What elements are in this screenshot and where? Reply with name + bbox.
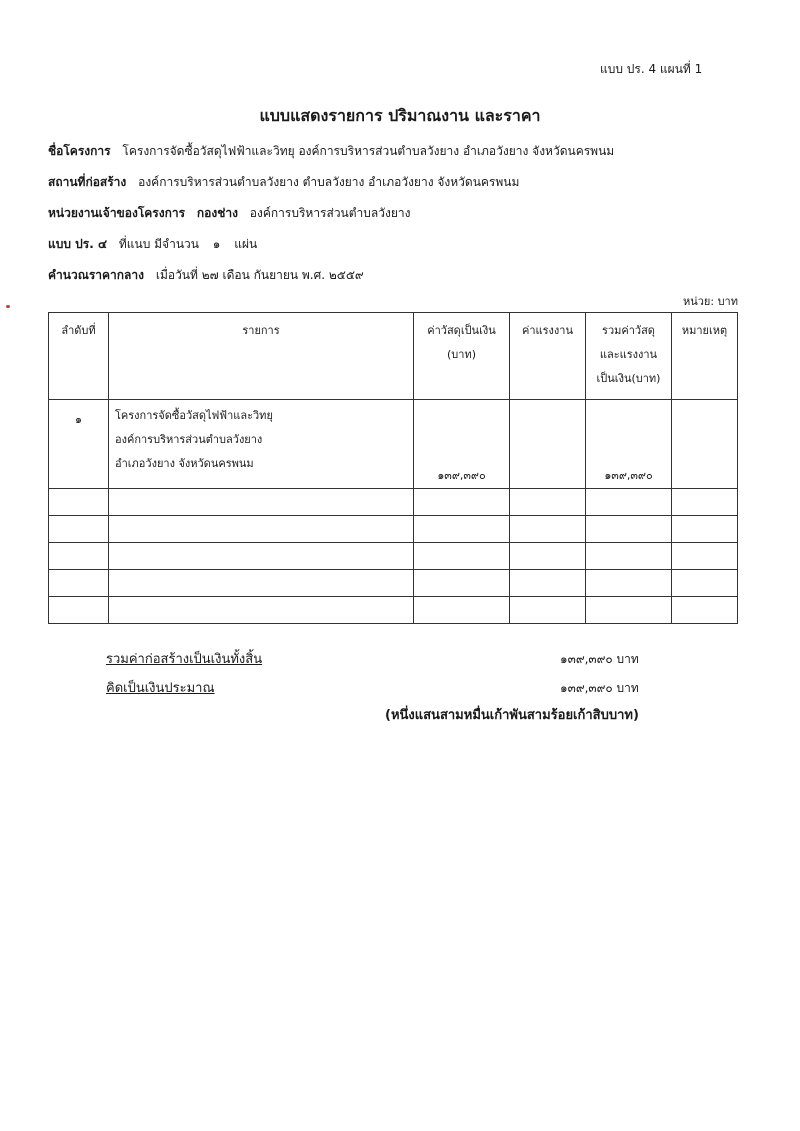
- row-description-line-1: โครงการจัดซื้อวัสดุไฟฟ้าและวิทยุ: [115, 409, 273, 422]
- empty-cell: [672, 543, 738, 570]
- empty-cell: [510, 489, 586, 516]
- empty-cell: [586, 543, 672, 570]
- row-description-line-3: อำเภอวังยาง จังหวัดนครพนม: [115, 457, 254, 470]
- total-cost-label: รวมค่าก่อสร้างเป็นเงินทั้งสิ้น: [106, 652, 263, 667]
- construction-site-line: [48, 173, 519, 192]
- row-material-cost: ๑๓๙,๓๙๐: [414, 400, 510, 489]
- empty-cell: [414, 570, 510, 597]
- header-total-cost: [586, 313, 672, 400]
- header-material-cost: [414, 313, 510, 400]
- row-no: ๑: [49, 400, 109, 489]
- empty-cell: [49, 489, 109, 516]
- empty-cell: [672, 570, 738, 597]
- form-attachment-label: แบบ ปร. ๔: [48, 237, 108, 251]
- project-name-line: [48, 142, 614, 161]
- empty-cell: [414, 597, 510, 624]
- row-description: [109, 400, 414, 489]
- price-calculation-date: เมื่อวันที่ ๒๗ เดือน กันยายน พ.ศ. ๒๕๕๙: [155, 268, 364, 282]
- empty-cell: [109, 489, 414, 516]
- form-number: แบบ ปร. 4 แผนที่ 1: [600, 62, 703, 76]
- project-owner-division: กองช่าง: [196, 206, 238, 220]
- empty-cell: [586, 570, 672, 597]
- table-row: [49, 516, 738, 543]
- empty-cell: [510, 597, 586, 624]
- empty-cell: [109, 543, 414, 570]
- empty-cell: [672, 597, 738, 624]
- row-labor-cost: [510, 400, 586, 489]
- empty-cell: [109, 597, 414, 624]
- total-cost-value: ๑๓๙,๓๙๐ บาท: [560, 652, 639, 666]
- header-remark: หมายเหตุ: [672, 313, 738, 400]
- table-row: [49, 489, 738, 516]
- header-material-line-2: (บาท): [447, 348, 476, 361]
- row-remark: [672, 400, 738, 489]
- project-name-label: ชื่อโครงการ: [48, 144, 111, 158]
- row-total-cost: ๑๓๙,๓๙๐: [586, 400, 672, 489]
- price-calculation-label: คำนวณราคากลาง: [48, 268, 145, 282]
- empty-cell: [586, 597, 672, 624]
- table-row: [49, 400, 738, 489]
- project-owner-line: [48, 204, 411, 223]
- empty-cell: [586, 516, 672, 543]
- project-owner-value: องค์การบริหารส่วนตำบลวังยาง: [249, 206, 411, 220]
- scan-mark: [6, 305, 10, 308]
- empty-cell: [109, 570, 414, 597]
- project-name-value: โครงการจัดซื้อวัสดุไฟฟ้าและวิทยุ องค์การบริหารส่วนตำบลวังยาง อำเภอวังยาง จังหวัดนครพนม: [122, 144, 615, 158]
- empty-cell: [49, 516, 109, 543]
- empty-cell: [109, 516, 414, 543]
- empty-cell: [49, 597, 109, 624]
- header-total-line-2: และแรงงาน: [599, 348, 658, 361]
- unit-label: หน่วย: บาท: [682, 295, 738, 308]
- form-attachment-text: ที่แนบ มีจำนวน: [118, 237, 199, 251]
- empty-cell: [414, 489, 510, 516]
- empty-cell: [510, 570, 586, 597]
- empty-cell: [586, 489, 672, 516]
- header-description: รายการ: [109, 313, 414, 400]
- header-material-line-1: ค่าวัสดุเป็นเงิน: [427, 324, 496, 337]
- empty-cell: [414, 543, 510, 570]
- header-total-line-3: เป็นเงิน(บาท): [596, 372, 661, 385]
- empty-cell: [672, 516, 738, 543]
- construction-site-label: สถานที่ก่อสร้าง: [48, 175, 127, 189]
- empty-cell: [672, 489, 738, 516]
- empty-cell: [49, 570, 109, 597]
- project-owner-label: หน่วยงานเจ้าของโครงการ: [48, 206, 186, 220]
- empty-cell: [510, 543, 586, 570]
- header-labor-cost: ค่าแรงงาน: [510, 313, 586, 400]
- price-table: [48, 312, 738, 624]
- empty-cell: [414, 516, 510, 543]
- price-calculation-line: [48, 266, 364, 285]
- header-no: ลำดับที่: [49, 313, 109, 400]
- document-title: แบบแสดงรายการ ปริมาณงาน และราคา: [259, 106, 541, 125]
- form-attachment-line: [48, 235, 257, 254]
- amount-in-words: (หนึ่งแสนสามหมื่นเก้าพันสามร้อยเก้าสิบบาท): [385, 708, 639, 723]
- approx-cost-value: ๑๓๙,๓๙๐ บาท: [560, 681, 639, 695]
- approx-cost-label: คิดเป็นเงินประมาณ: [106, 681, 215, 696]
- construction-site-value: องค์การบริหารส่วนตำบลวังยาง ตำบลวังยาง อำเภอวังยาง จังหวัดนครพนม: [138, 175, 520, 189]
- table-header-row: [49, 313, 738, 400]
- form-attachment-count: ๑: [212, 237, 221, 251]
- form-attachment-unit: แผ่น: [234, 237, 258, 251]
- empty-cell: [510, 516, 586, 543]
- table-row: [49, 597, 738, 624]
- row-description-line-2: องค์การบริหารส่วนตำบลวังยาง: [115, 433, 263, 446]
- table-row: [49, 570, 738, 597]
- header-total-line-1: รวมค่าวัสดุ: [602, 324, 655, 337]
- empty-cell: [49, 543, 109, 570]
- table-row: [49, 543, 738, 570]
